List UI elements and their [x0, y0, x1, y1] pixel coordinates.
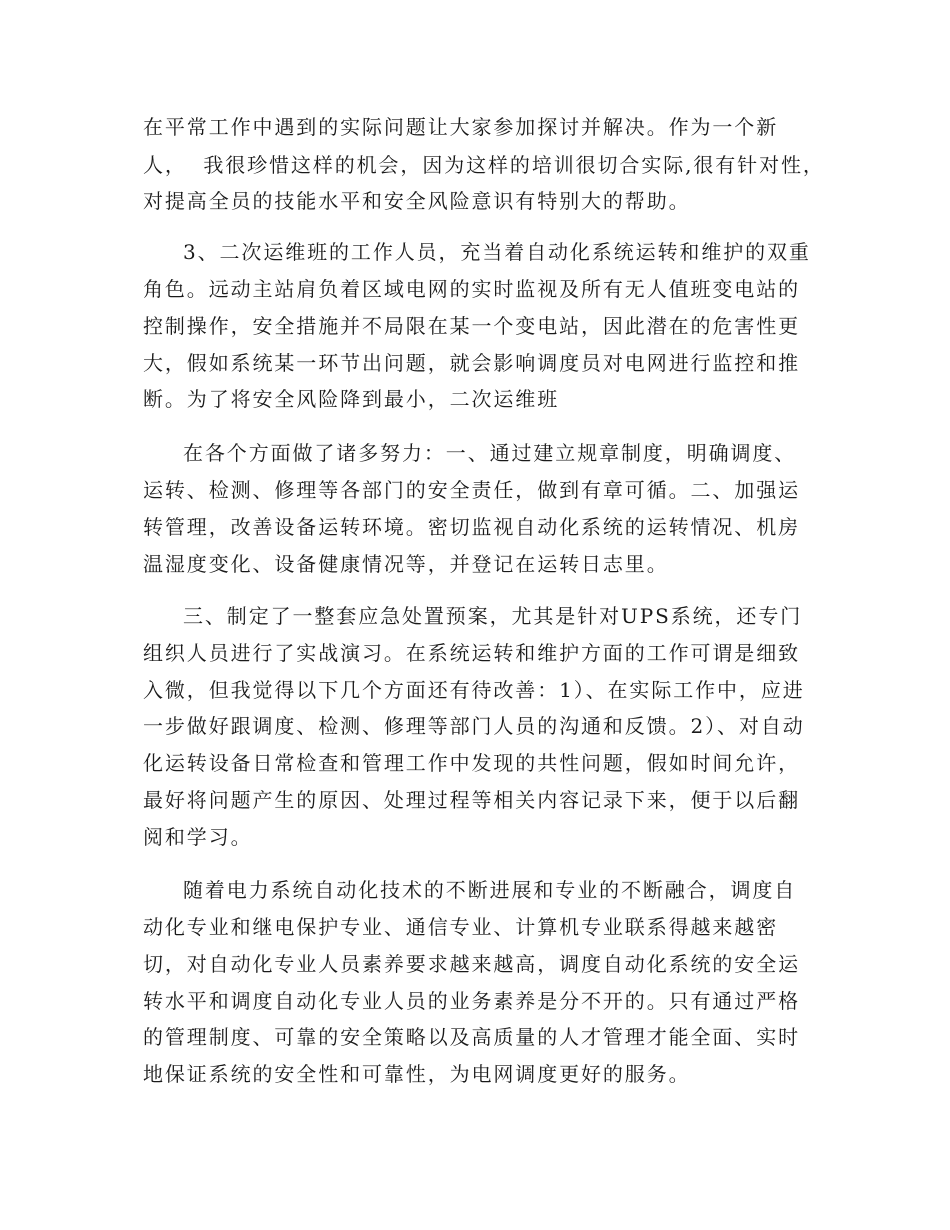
- text-line: 切，对自动化专业人员素养要求越来越高，调度自动化系统的安全运: [143, 952, 800, 976]
- text-line: 运转、检测、修理等各部门的安全责任，做到有章可循。二、加强运: [143, 478, 800, 502]
- text-line: 三、制定了一整套应急处置预案，尤其是针对UPS系统，还专门: [183, 604, 803, 628]
- text-line: 阅和学习。: [143, 825, 253, 849]
- text-line: 断。为了将安全风险降到最小，二次运维班: [143, 387, 560, 411]
- text-line: 3、二次运维班的工作人员，充当着自动化系统运转和维护的双重: [183, 240, 811, 264]
- text-line: 在各个方面做了诸多努力：一、通过建立规章制度，明确调度、: [183, 441, 797, 465]
- text-line: 随着电力系统自动化技术的不断进展和专业的不断融合，调度自: [183, 878, 797, 902]
- text-line: 动化专业和继电保护专业、通信专业、计算机专业联系得越来越密: [143, 915, 779, 939]
- text-line: 转水平和调度自动化专业人员的业务素养是分不开的。只有通过严格: [143, 989, 800, 1013]
- text-line: 转管理，改善设备运转环境。密切监视自动化系统的运转情况、机房: [143, 515, 800, 539]
- text-line: 地保证系统的安全性和可靠性，为电网调度更好的服务。: [143, 1062, 691, 1086]
- text-line: 化运转设备日常检查和管理工作中发现的共性问题，假如时间允许，: [143, 751, 800, 775]
- text-line: 在平常工作中遇到的实际问题让大家参加探讨并解决。作为一个新: [143, 115, 779, 139]
- text-line: 入微，但我觉得以下几个方面还有待改善：1）、在实际工作中，应进: [143, 678, 805, 702]
- text-line: 人， 我很珍惜这样的机会，因为这样的培训很切合实际,很有针对性，: [143, 153, 825, 177]
- text-line: 对提高全员的技能水平和安全风险意识有特别大的帮助。: [143, 189, 691, 213]
- text-line: 组织人员进行了实战演习。在系统运转和维护方面的工作可谓是细致: [143, 641, 800, 665]
- text-line: 一步做好跟调度、检测、修理等部门人员的沟通和反馈。2）、对自动: [143, 714, 805, 738]
- text-line: 角色。远动主站肩负着区域电网的实时监视及所有无人值班变电站的: [143, 277, 800, 301]
- text-line: 最好将问题产生的原因、处理过程等相关内容记录下来，便于以后翻: [143, 788, 800, 812]
- text-line: 温湿度变化、设备健康情况等，并登记在运转日志里。: [143, 552, 669, 576]
- text-line: 的管理制度、可靠的安全策略以及高质量的人才管理才能全面、实时: [143, 1025, 800, 1049]
- text-line: 控制操作，安全措施并不局限在某一个变电站，因此潜在的危害性更: [143, 314, 800, 338]
- text-line: 大，假如系统某一环节出问题，就会影响调度员对电网进行监控和推: [143, 351, 800, 375]
